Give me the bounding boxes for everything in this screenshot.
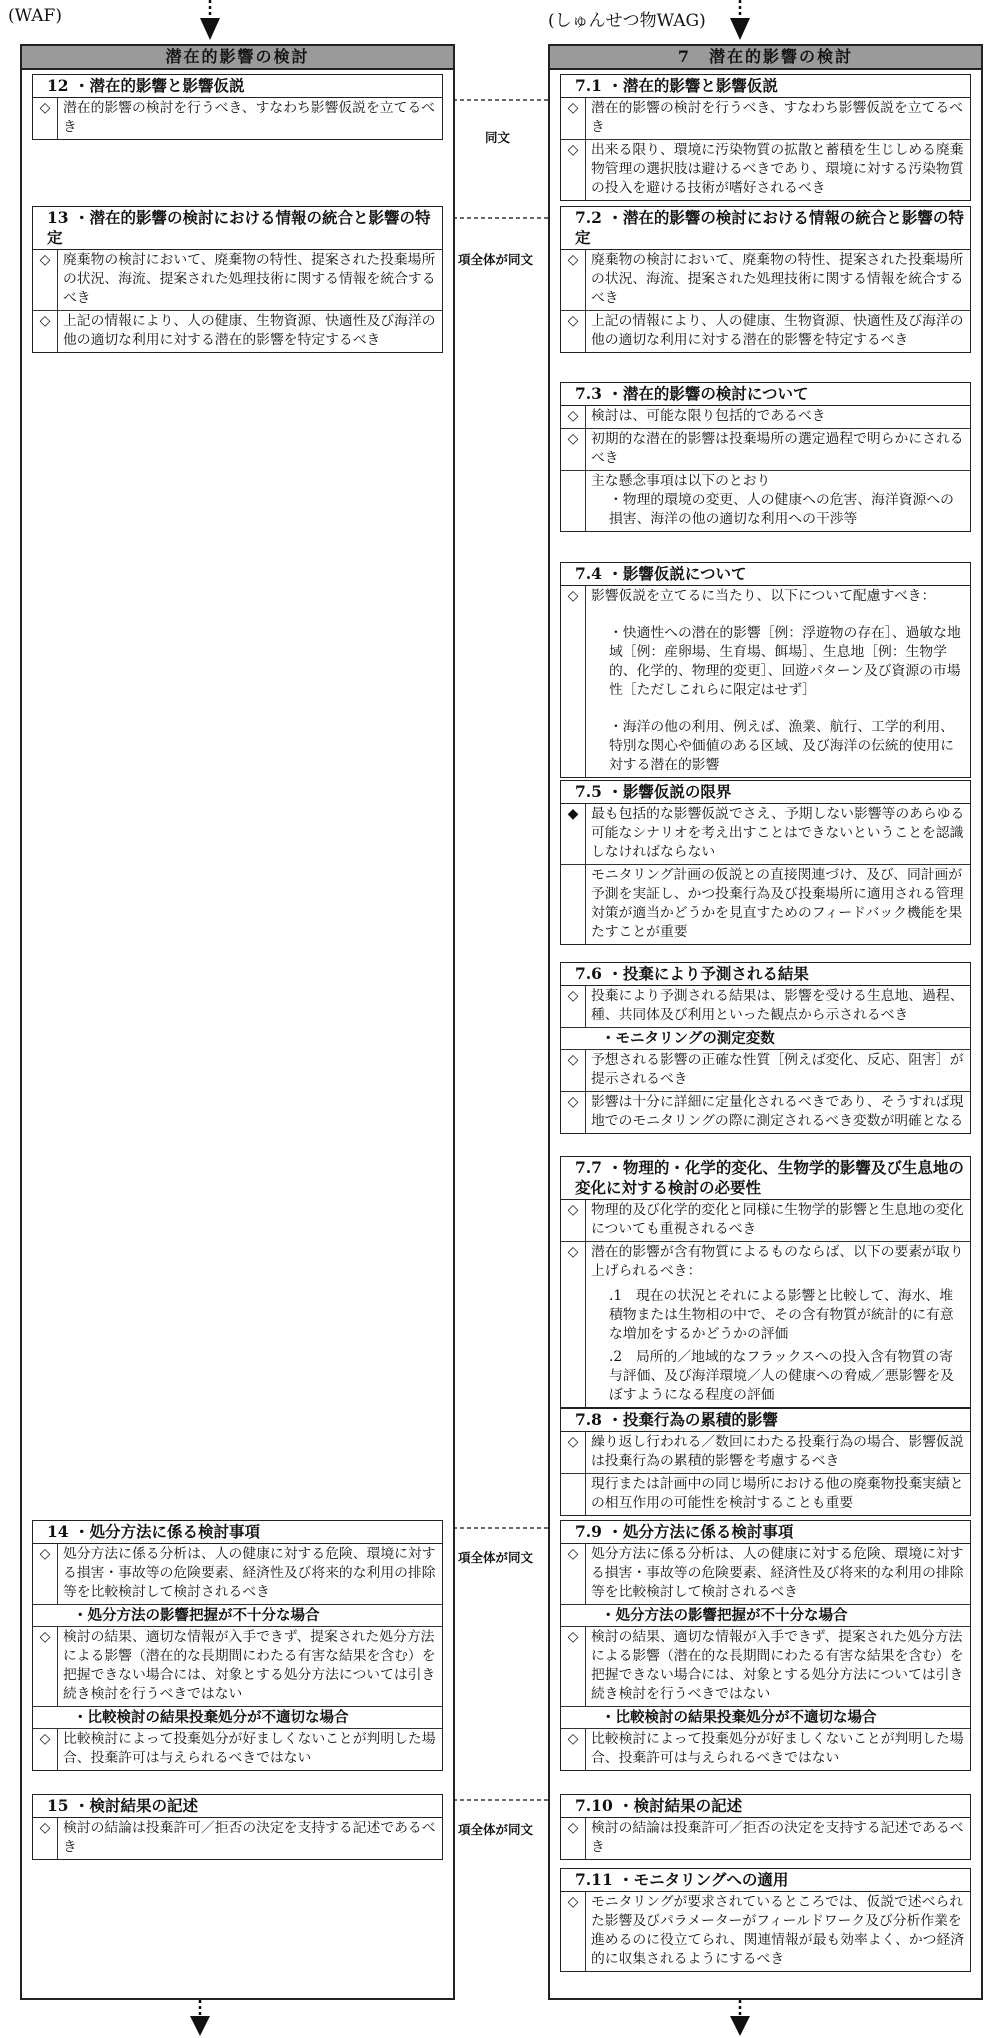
section-7-3: [560, 382, 971, 532]
section-7-7-point-1: .1 現在の状況とそれによる影響と比較して、海水、堆積物または生物相の中で、その含有物質が統計的に有意な増加をするかどうかの評価: [609, 1288, 954, 1342]
section-7-3-note-detail: ・物理的環境の変更、人の健康への危害、海洋資源への損害、海洋の他の適切な利用への干渉等: [609, 492, 954, 527]
section-7-5-note: モニタリング計画の仮説との直接関連づけ、及び、同計画が予測を実証し、かつ投棄行為及び投棄場所に適用される管理対策が適当かどうかを見直すためのフィードバック機能を果たすことが重要: [591, 867, 964, 940]
section-15-title: 15 ・検討結果の記述: [33, 1795, 442, 1818]
section-7-10-title: 7.10 ・検討結果の記述: [561, 1795, 970, 1818]
section-14-item-1: 処分方法に係る分析は、人の健康に対する危険、環境に対する損害・事故等の危険要素、経済性及び将来的な利用の排除等を比較検討して検討されるべき: [63, 1546, 436, 1600]
open-diamond-icon: ◇: [561, 311, 586, 352]
section-7-8: [560, 1408, 971, 1516]
section-12-item-1: 潜在的影響の検討を行うべき、すなわち影響仮説を立てるべき: [63, 100, 435, 135]
open-diamond-icon: ◇: [33, 1729, 58, 1770]
open-diamond-icon: ◇: [561, 1092, 586, 1133]
open-diamond-icon: ◇: [561, 140, 586, 200]
section-7-7-item-1: 物理的及び化学的変化と同様に生物学的影響と生息地の変化についても重視されるべき: [591, 1202, 964, 1237]
open-diamond-icon: ◇: [561, 429, 586, 470]
section-13-item-1: 廃棄物の検討において、廃棄物の特性、提案された投棄場所の状況、海流、提案された処理技術に関する情報を統合するべき: [63, 252, 436, 306]
section-7-2: [560, 206, 971, 353]
right-bottom-arrowhead: [730, 2016, 750, 2036]
open-diamond-icon: ◇: [561, 1200, 586, 1241]
section-7-1-item-1: 潜在的影響の検討を行うべき、すなわち影響仮説を立てるべき: [591, 100, 963, 135]
section-14-sub-2: ・比較検討の結果投棄処分が不適切な場合: [33, 1707, 442, 1729]
section-7-7-point-2: .2 局所的／地域的なフラックスへの投入含有物質の寄与評価、及び海洋環境／人の健康への脅威／悪影響を及ぼすようになる程度の評価: [609, 1349, 954, 1403]
section-7-2-title: 7.2 ・潜在的影響の検討における情報の統合と影響の特定: [561, 207, 970, 250]
section-7-3-item-1: 検討は、可能な限り包括的であるべき: [591, 408, 826, 424]
section-7-5-item-1: 最も包括的な影響仮説でさえ、予期しない影響等のあらゆる可能なシナリオを考え出すことはできないということを認識しなければならない: [591, 806, 965, 860]
right-top-arrowhead: [730, 18, 750, 40]
section-15-item-1: 検討の結論は投棄許可／拒否の決定を支持する記述であるべき: [63, 1820, 436, 1855]
section-7-4-point-1: ・快適性への潜在的影響［例：浮遊物の存在］、過敏な地域［例：産卵場、生育場、餌場］、生息地［例：生物学的、化学的、物理的変更］、回遊パターン及び資源の市場性［ただしこれらに限定はせず］: [609, 625, 961, 698]
section-13-title: 13 ・潜在的影響の検討における情報の統合と影響の特定: [33, 207, 442, 250]
section-7-5: [560, 780, 971, 945]
open-diamond-icon: ◇: [33, 1544, 58, 1604]
left-top-arrowhead: [200, 18, 220, 40]
label-all-same-14: 項全体が同文: [458, 1550, 534, 1565]
section-7-6-title: 7.6 ・投棄により予測される結果: [561, 963, 970, 986]
section-7-9-sub-2: ・比較検討の結果投棄処分が不適切な場合: [561, 1707, 970, 1729]
open-diamond-icon: ◇: [561, 406, 586, 428]
open-diamond-icon: ◇: [561, 1242, 586, 1407]
open-diamond-icon: ◇: [33, 311, 58, 352]
open-diamond-icon: ◇: [561, 1892, 586, 1971]
section-7-2-item-2: 上記の情報により、人の健康、生物資源、快適性及び海洋の他の適切な利用に対する潜在的影響を特定するべき: [591, 313, 964, 348]
section-7-11-item-1: モニタリングが要求されているところでは、仮説で述べられた影響及びパラメーターがフィールドワーク及び分析作業を進めるのに役立てられ、関連情報が最も効率よく、かつ経済的に収集されるようにするべき: [591, 1894, 965, 1967]
section-7-11: [560, 1868, 971, 1972]
open-diamond-icon: ◇: [561, 1627, 586, 1706]
section-7-9-sub-1: ・処分方法の影響把握が不十分な場合: [561, 1605, 970, 1627]
section-13: [32, 206, 443, 353]
section-7-4-intro: 影響仮説を立てるに当たり、以下について配慮すべき：: [591, 588, 936, 604]
section-7-3-title: 7.3 ・潜在的影響の検討について: [561, 383, 970, 406]
open-diamond-icon: ◇: [561, 1818, 586, 1859]
section-14: [32, 1520, 443, 1771]
filled-diamond-icon: ◆: [561, 804, 586, 864]
section-7-6: [560, 962, 971, 1134]
section-7-8-item-1: 繰り返し行われる／数回にわたる投棄行為の場合、影響仮説は投棄行為の累積的影響を考慮するべき: [591, 1434, 964, 1469]
section-7-1: [560, 74, 971, 201]
section-7-9-item-1: 処分方法に係る分析は、人の健康に対する危険、環境に対する損害・事故等の危険要素、経済性及び将来的な利用の排除等を比較検討して検討されるべき: [591, 1546, 964, 1600]
section-7-2-item-1: 廃棄物の検討において、廃棄物の特性、提案された投棄場所の状況、海流、提案された処理技術に関する情報を統合するべき: [591, 252, 964, 306]
label-all-same-15: 項全体が同文: [458, 1822, 534, 1837]
section-7-8-title: 7.8 ・投棄行為の累積的影響: [561, 1409, 970, 1432]
left-column-header: (WAF): [8, 6, 62, 26]
right-column-title: 7 潜在的影響の検討: [550, 46, 981, 70]
right-column: [548, 44, 983, 2000]
open-diamond-icon: ◇: [33, 1627, 58, 1706]
section-7-9-title: 7.9 ・処分方法に係る検討事項: [561, 1521, 970, 1544]
open-diamond-icon: ◇: [33, 98, 58, 139]
section-7-4-point-2: ・海洋の他の利用、例えば、漁業、航行、工学的利用、特別な関心や価値のある区域、及び海洋の伝統的使用に対する潜在的影響: [609, 719, 954, 773]
label-all-same-13: 項全体が同文: [458, 252, 534, 267]
open-diamond-icon: ◇: [561, 1432, 586, 1473]
section-7-3-note-intro: 主な懸念事項は以下のとおり: [591, 473, 771, 489]
section-7-10: [560, 1794, 971, 1860]
open-diamond-icon: ◇: [561, 1050, 586, 1091]
section-14-item-3: 比較検討によって投棄処分が好ましくないことが判明した場合、投棄許可は与えられるべきではない: [63, 1731, 436, 1766]
open-diamond-icon: ◇: [33, 250, 58, 310]
right-column-header: (しゅんせつ物WAG): [548, 11, 706, 31]
section-7-1-title: 7.1 ・潜在的影響と影響仮説: [561, 75, 970, 98]
open-diamond-icon: ◇: [561, 98, 586, 139]
section-7-6-sub: ・モニタリングの測定変数: [561, 1028, 970, 1050]
section-7-9: [560, 1520, 971, 1771]
open-diamond-icon: ◇: [561, 1544, 586, 1604]
section-14-sub-1: ・処分方法の影響把握が不十分な場合: [33, 1605, 442, 1627]
section-7-1-item-2: 出来る限り、環境に汚染物質の拡散と蓄積を生じしめる廃棄物管理の選択肢は避けるべきであり、環境に対する汚染物質の投入を避ける技術が嗜好されるべき: [591, 142, 964, 196]
section-7-6-item-3: 影響は十分に詳細に定量化されるべきであり、そうすれば現地でのモニタリングの際に測定されるべき変数が明確となる: [591, 1094, 964, 1129]
section-7-7-title: 7.7 ・物理的・化学的変化、生物学的影響及び生息地の変化に対する検討の必要性: [561, 1157, 970, 1200]
section-12-title: 12 ・潜在的影響と影響仮説: [33, 75, 442, 98]
open-diamond-icon: ◇: [33, 1818, 58, 1859]
section-7-6-item-2: 予想される影響の正確な性質［例えば変化、反応、阻害］が提示されるべき: [591, 1052, 964, 1087]
section-7-9-item-2: 検討の結果、適切な情報が入手できず、提案された処分方法による影響（潜在的な長期間にわたる有害な結果を含む）を把握できない場合には、対象とする処分方法については引き続き検討を行うべきではない: [591, 1629, 964, 1702]
section-7-11-title: 7.11 ・モニタリングへの適用: [561, 1869, 970, 1892]
section-7-4: [560, 562, 971, 778]
left-bottom-arrowhead: [190, 2016, 210, 2036]
left-column: [20, 44, 455, 2000]
section-7-3-item-2: 初期的な潜在的影響は投棄場所の選定過程で明らかにされるべき: [591, 431, 964, 466]
open-diamond-icon: ◇: [561, 250, 586, 310]
section-15: [32, 1794, 443, 1860]
open-diamond-icon: ◇: [561, 986, 586, 1027]
open-diamond-icon: ◇: [561, 586, 586, 777]
left-column-title: 潜在的影響の検討: [22, 46, 453, 70]
section-13-item-2: 上記の情報により、人の健康、生物資源、快適性及び海洋の他の適切な利用に対する潜在的影響を特定するべき: [63, 313, 436, 348]
section-7-4-title: 7.4 ・影響仮説について: [561, 563, 970, 586]
section-7-7: [560, 1156, 971, 1408]
section-14-item-2: 検討の結果、適切な情報が入手できず、提案された処分方法による影響（潜在的な長期間にわたる有害な結果を含む）を把握できない場合には、対象とする処分方法については引き続き検討を行うべきではない: [63, 1629, 436, 1702]
open-diamond-icon: ◇: [561, 1729, 586, 1770]
section-7-7-item-2: 潜在的影響が含有物質によるものならば、以下の要素が取り上げられるべき：: [591, 1244, 964, 1279]
section-7-5-title: 7.5 ・影響仮説の限界: [561, 781, 970, 804]
section-7-6-item-1: 投棄により予測される結果は、影響を受ける生息地、過程、種、共同体及び利用といった観点から示されるべき: [591, 988, 964, 1023]
section-12: [32, 74, 443, 140]
section-7-8-note: 現行または計画中の同じ場所における他の廃棄物投棄実績との相互作用の可能性を検討することも重要: [591, 1476, 964, 1511]
section-7-10-item-1: 検討の結論は投棄許可／拒否の決定を支持する記述であるべき: [591, 1820, 964, 1855]
section-7-9-item-3: 比較検討によって投棄処分が好ましくないことが判明した場合、投棄許可は与えられるべきではない: [591, 1731, 964, 1766]
label-same-text: 同文: [485, 130, 511, 145]
section-14-title: 14 ・処分方法に係る検討事項: [33, 1521, 442, 1544]
